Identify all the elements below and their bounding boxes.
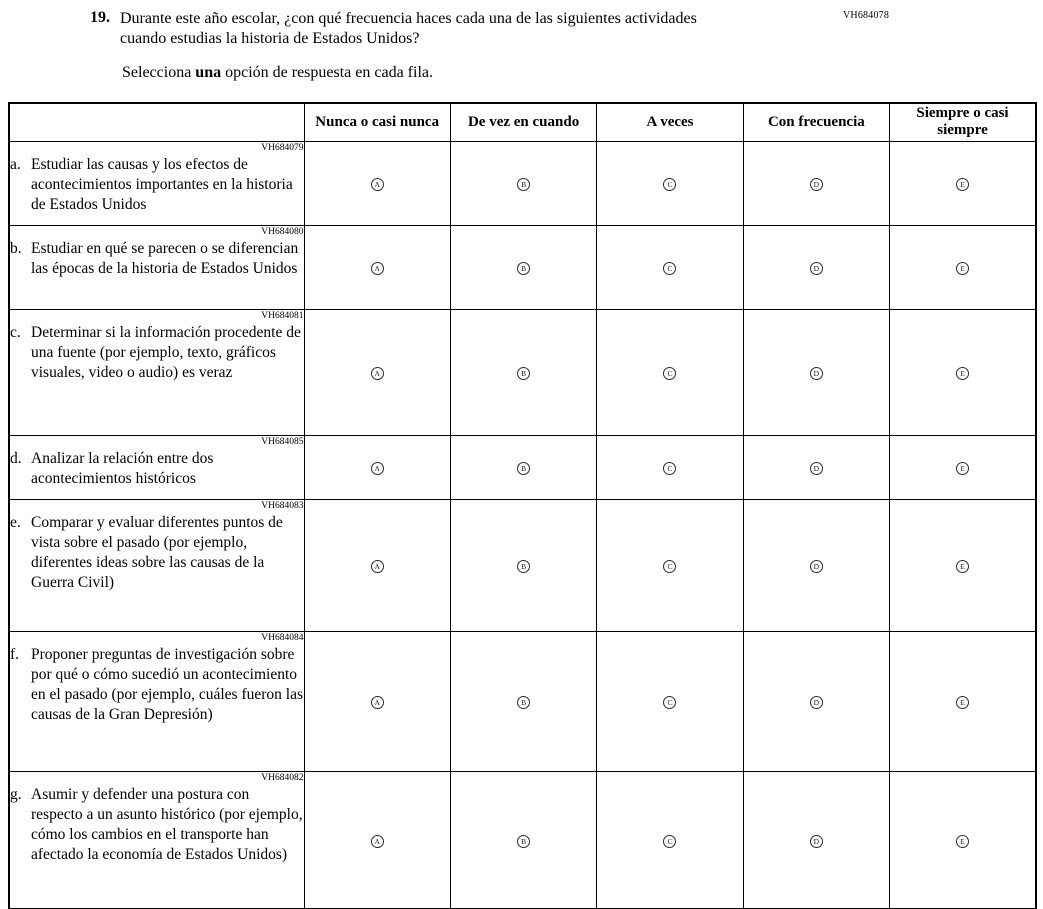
instruction xyxy=(122,64,1043,82)
item-letter: d. xyxy=(10,449,22,467)
option-bubble-b[interactable]: B xyxy=(517,178,530,191)
table-row xyxy=(9,435,1036,499)
item-code: VH684080 xyxy=(261,226,304,237)
item-letter: g. xyxy=(10,785,22,803)
item-code: VH684085 xyxy=(261,436,304,447)
option-bubble-e[interactable]: E xyxy=(956,696,969,709)
table-row xyxy=(9,631,1036,771)
stem-column-header xyxy=(9,103,304,141)
column-header-con-frecuencia: Con frecuencia xyxy=(743,103,889,141)
option-bubble-b[interactable]: B xyxy=(517,262,530,275)
column-header-nunca: Nunca o casi nunca xyxy=(304,103,450,141)
item-letter: c. xyxy=(10,323,21,341)
question-text: Durante este año escolar, ¿con qué frecuencia haces cada una de las siguientes actividades cuando estudias la historia de Estados Unidos? xyxy=(120,10,697,47)
option-bubble-a[interactable]: A xyxy=(371,462,384,475)
item-code: VH684082 xyxy=(261,772,304,783)
option-bubble-e[interactable]: E xyxy=(956,262,969,275)
option-bubble-c[interactable]: C xyxy=(663,560,676,573)
table-header-row xyxy=(9,103,1036,141)
option-bubble-b[interactable]: B xyxy=(517,560,530,573)
option-bubble-c[interactable]: C xyxy=(663,835,676,848)
item-letter: f. xyxy=(10,645,20,663)
option-bubble-a[interactable]: A xyxy=(371,835,384,848)
table-row xyxy=(9,225,1036,309)
item-text: Estudiar en qué se parecen o se diferencian las épocas de la historia de Estados Unidos xyxy=(31,239,299,278)
option-bubble-c[interactable]: C xyxy=(663,367,676,380)
column-header-a-veces: A veces xyxy=(597,103,743,141)
item-text: Analizar la relación entre dos acontecimientos históricos xyxy=(31,449,214,488)
option-bubble-c[interactable]: C xyxy=(663,462,676,475)
instruction-suffix: opción de respuesta en cada fila. xyxy=(221,64,433,81)
question-number: 19. xyxy=(90,9,110,26)
option-bubble-c[interactable]: C xyxy=(663,178,676,191)
table-row xyxy=(9,499,1036,631)
option-bubble-d[interactable]: D xyxy=(810,696,823,709)
option-bubble-b[interactable]: B xyxy=(517,367,530,380)
option-bubble-e[interactable]: E xyxy=(956,835,969,848)
option-bubble-e[interactable]: E xyxy=(956,367,969,380)
item-text: Determinar si la información procedente de una fuente (por ejemplo, texto, gráficos visuales, video o audio) es veraz xyxy=(31,323,301,382)
option-bubble-a[interactable]: A xyxy=(371,560,384,573)
column-header-de-vez: De vez en cuando xyxy=(450,103,596,141)
option-bubble-a[interactable]: A xyxy=(371,262,384,275)
item-code: VH684083 xyxy=(261,500,304,511)
item-text: Proponer preguntas de investigación sobre por qué o cómo sucedió un acontecimiento en el pasado (por ejemplo, cuáles fueron las causas de la Gran Depresión) xyxy=(31,645,304,724)
option-bubble-c[interactable]: C xyxy=(663,262,676,275)
item-code: VH684079 xyxy=(261,142,304,153)
option-bubble-a[interactable]: A xyxy=(371,178,384,191)
item-text: Asumir y defender una postura con respecto a un asunto histórico (por ejemplo, cómo los cambios en el transporte han afectado la economía de Estados Unidos) xyxy=(31,785,303,864)
option-bubble-d[interactable]: D xyxy=(810,462,823,475)
option-bubble-d[interactable]: D xyxy=(810,262,823,275)
option-bubble-a[interactable]: A xyxy=(371,696,384,709)
item-letter: a. xyxy=(10,155,21,173)
option-bubble-d[interactable]: D xyxy=(810,835,823,848)
option-bubble-e[interactable]: E xyxy=(956,560,969,573)
option-bubble-e[interactable]: E xyxy=(956,462,969,475)
option-bubble-b[interactable]: B xyxy=(517,462,530,475)
option-bubble-d[interactable]: D xyxy=(810,560,823,573)
item-code: VH684081 xyxy=(261,310,304,321)
option-bubble-c[interactable]: C xyxy=(663,696,676,709)
item-letter: b. xyxy=(10,239,22,257)
option-bubble-b[interactable]: B xyxy=(517,696,530,709)
table-row xyxy=(9,309,1036,435)
option-bubble-d[interactable]: D xyxy=(810,367,823,380)
instruction-prefix: Selecciona xyxy=(122,64,196,81)
item-text: Estudiar las causas y los efectos de acontecimientos importantes en la historia de Estados Unidos xyxy=(31,155,293,214)
option-bubble-d[interactable]: D xyxy=(810,178,823,191)
form-code: VH684078 xyxy=(843,10,890,21)
frequency-matrix-table xyxy=(8,102,1037,909)
question xyxy=(90,9,1043,49)
table-row xyxy=(9,771,1036,909)
item-letter: e. xyxy=(10,513,21,531)
option-bubble-e[interactable]: E xyxy=(956,178,969,191)
option-bubble-b[interactable]: B xyxy=(517,835,530,848)
item-code: VH684084 xyxy=(261,632,304,643)
column-header-siempre: Siempre o casi siempre xyxy=(890,103,1036,141)
item-text: Comparar y evaluar diferentes puntos de vista sobre el pasado (por ejemplo, diferentes ideas sobre las causas de la Guerra Civil) xyxy=(31,513,283,592)
table-row xyxy=(9,141,1036,225)
option-bubble-a[interactable]: A xyxy=(371,367,384,380)
instruction-bold-word: una xyxy=(195,64,222,81)
